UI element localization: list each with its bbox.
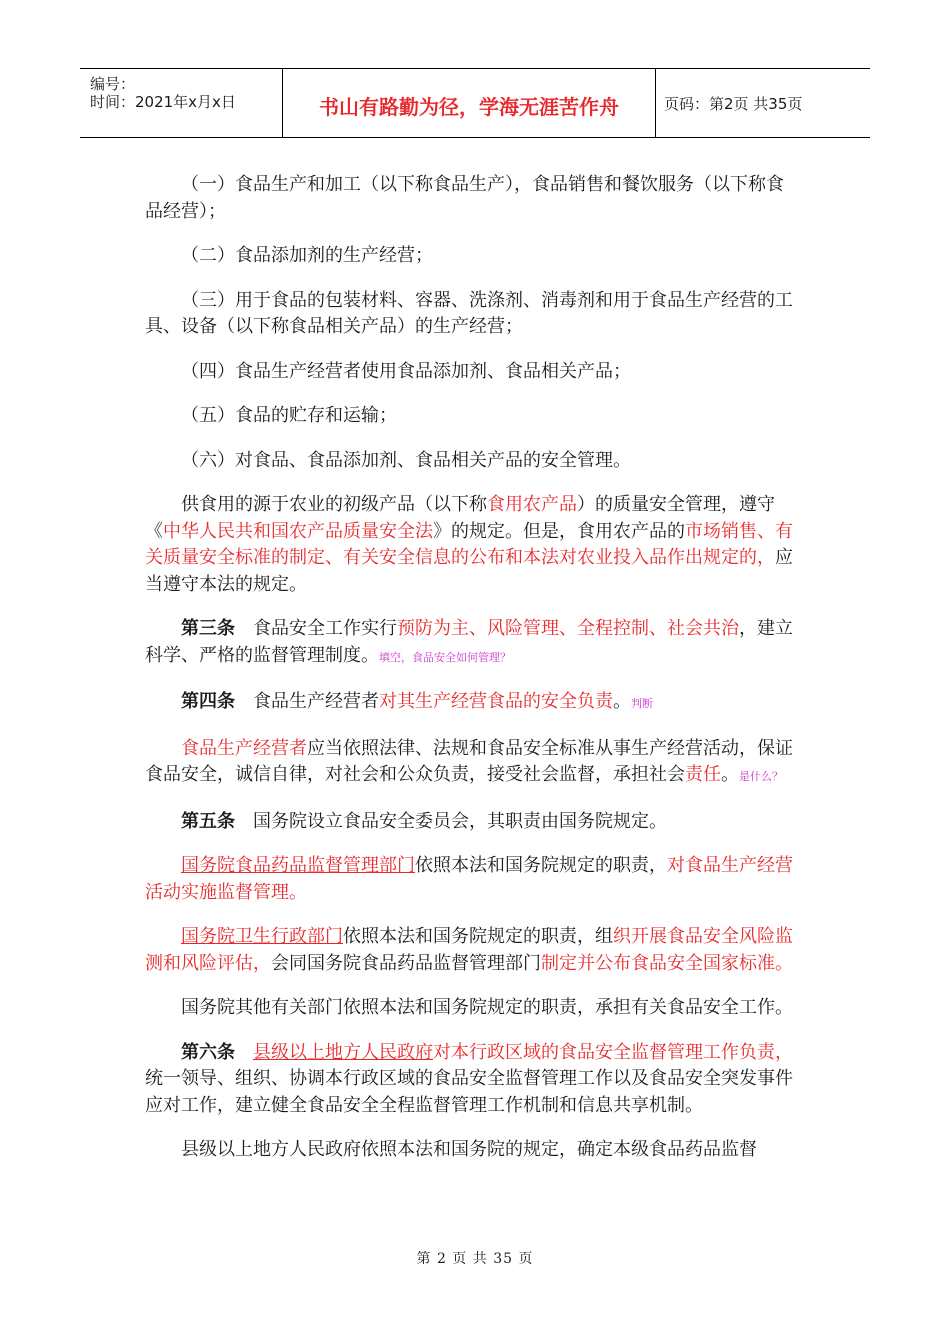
article-3 — [145, 616, 797, 671]
highlight-responsibility: 对其生产经营食品的安全负责 — [379, 691, 613, 712]
header-page-cell — [656, 69, 870, 137]
highlight-local-government: 县级以上地方人民政府 — [253, 1041, 433, 1063]
clause-item-4: （四）食品生产经营者使用食品添加剂、食品相关产品； — [181, 360, 631, 382]
highlight-national-standards: 制定并公布食品安全国家标准。 — [541, 952, 793, 974]
highlight-market-sales: 市场销售、有关质量安全标准的制定、有关安全信息的公布和本法对农业投入品作出规定的， — [145, 520, 793, 568]
clause-item-1: （一）食品生产和加工（以下称食品生产），食品销售和餐饮服务（以下称食品经营）； — [145, 174, 784, 222]
text-segment: 依照本法和国务院规定的职责，组 — [343, 926, 613, 947]
header-info-cell — [80, 69, 283, 137]
header-motto-cell — [283, 69, 656, 137]
annotation-note: 是什么？ — [739, 770, 783, 783]
text-segment: 依照本法和国务院规定的职责， — [415, 855, 667, 876]
clause-item-3: （三）用于食品的包装材料、容器、洗涤剂、消毒剂和用于食品生产经营的工具、设备（以下称食品相关产品）的生产经营； — [145, 289, 793, 337]
agricultural-products-paragraph — [145, 492, 797, 598]
highlight-food-operators: 食品生产经营者 — [181, 737, 307, 759]
article-6 — [145, 1040, 797, 1120]
highlight-edible-agricultural-products: 食用农产品 — [487, 494, 577, 515]
text-segment: 应当依照法律、法规和食品安全标准从事生产经营活动，保证食品安全，诚信自律，对社会和公众负责，接受社会监督，承担社会 — [145, 737, 793, 785]
highlight-supervision: 对食品生产经营活动实施监督管理。 — [145, 855, 793, 903]
article-4 — [145, 689, 797, 718]
document-time-label: 时间：2021年x月x日 — [90, 93, 236, 111]
article-6-title: 第六条 — [181, 1041, 235, 1063]
highlight-law-name: 中华人民共和国农产品质量安全法 — [163, 520, 433, 542]
page-header — [80, 68, 870, 138]
highlight-local-responsibility: 对本行政区域的食品安全监督管理工作负责， — [433, 1041, 793, 1063]
document-number-label: 编号： — [90, 75, 136, 93]
document-body — [145, 172, 797, 1182]
annotation-note: 填空，食品安全如何管理？ — [379, 650, 511, 664]
text-segment — [235, 1042, 253, 1063]
article-3-title: 第三条 — [181, 618, 235, 639]
highlight-health-department: 国务院卫生行政部门 — [181, 926, 343, 947]
annotation-note: 判断 — [631, 697, 653, 710]
article-5 — [145, 809, 797, 836]
text-segment: 国务院设立食品安全委员会，其职责由国务院规定。 — [235, 810, 667, 832]
header-motto: 书山有路勤为径，学海无涯苦作舟 — [319, 95, 619, 119]
text-segment: 供食用的源于农业的初级产品（以下称 — [181, 494, 487, 515]
article-5-title: 第五条 — [181, 810, 235, 832]
clause-item-5: （五）食品的贮存和运输； — [181, 405, 397, 426]
clause-item-2: （二）食品添加剂的生产经营； — [181, 245, 433, 266]
highlight-management-principles: 预防为主、风险管理、全程控制、社会共治 — [397, 618, 739, 639]
other-departments-paragraph: 国务院其他有关部门依照本法和国务院规定的职责，承担有关食品安全工作。 — [181, 997, 793, 1018]
fda-paragraph — [145, 853, 797, 906]
text-segment: 食品生产经营者 — [235, 691, 379, 712]
operator-duties-paragraph — [145, 736, 797, 791]
highlight-fda-department: 国务院食品药品监督管理部门 — [181, 855, 415, 876]
page-footer: 第 2 页 共 35 页 — [416, 1251, 534, 1267]
text-segment: 。 — [721, 764, 739, 785]
local-government-paragraph: 县级以上地方人民政府依照本法和国务院的规定，确定本级食品药品监督 — [181, 1139, 757, 1160]
clause-item-6: （六）对食品、食品添加剂、食品相关产品的安全管理。 — [181, 449, 631, 471]
text-segment: 》的规定。但是，食用农产品的 — [433, 520, 685, 542]
text-segment: 会同国务院食品药品监督管理部门 — [271, 952, 541, 974]
text-segment: 。 — [613, 691, 631, 712]
text-segment: 应当遵守本法的规定。 — [145, 547, 793, 595]
text-segment: ）的质量安全管理，遵守《 — [145, 494, 775, 542]
header-page-number: 页码：第2页 共35页 — [664, 95, 803, 113]
highlight-responsibility-word: 责任 — [685, 764, 721, 785]
highlight-risk-monitoring: 织开展食品安全风险监测和风险评估， — [145, 926, 793, 974]
text-segment: ，建立科学、严格的监督管理制度。 — [145, 618, 793, 666]
text-segment: 统一领导、组织、协调本行政区域的食品安全监督管理工作以及食品安全突发事件应对工作，建立健全食品安全全程监督管理工作机制和信息共享机制。 — [145, 1068, 793, 1116]
text-segment: 食品安全工作实行 — [235, 618, 397, 639]
health-department-paragraph — [145, 924, 797, 977]
article-4-title: 第四条 — [181, 691, 235, 712]
